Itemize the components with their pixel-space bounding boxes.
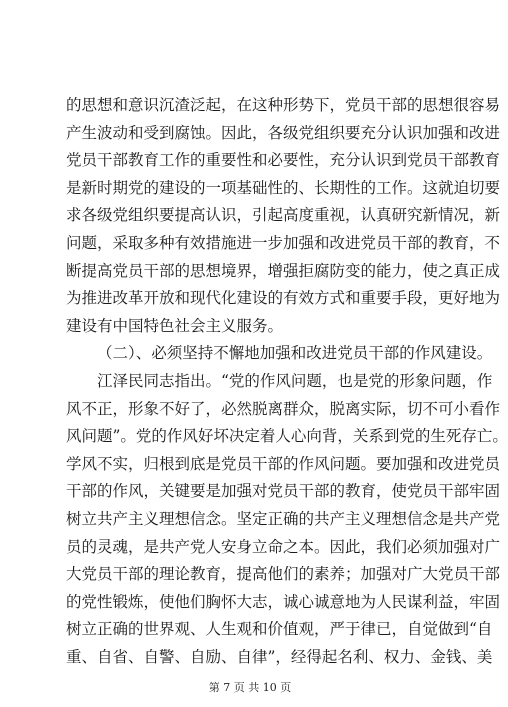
text-line: 学风不实，归根到底是党员干部的作风问题。要加强和改进党员: [66, 454, 501, 473]
text-line: 为推进改革开放和现代化建设的有效方式和重要手段，更好地为: [66, 289, 501, 308]
text-line: 是新时期党的建设的一项基础性的、长期性的工作。这就迫切要: [66, 178, 501, 197]
text-line: 求各级党组织要提高认识，引起高度重视，认真研究新情况，新: [66, 206, 501, 225]
body-text: [66, 92, 508, 671]
text-line: 树立正确的世界观、人生观和价值观，严于律已，自觉做到“自: [66, 620, 493, 639]
text-line: 干部的作风，关键要是加强对党员干部的教育，使党员干部牢固: [66, 482, 501, 501]
text-line: 员的灵魂，是共产党人安身立命之本。因此，我们必须加强对广: [66, 537, 501, 556]
text-line: 重、自省、自警、自励、自律”，经得起名利、权力、金钱、美: [66, 647, 493, 666]
text-line: 党员干部教育工作的重要性和必要性，充分认识到党员干部教育: [66, 151, 501, 170]
text-line: 的党性锻炼，使他们胸怀大志，诚心诚意地为人民谋利益，牢固: [66, 592, 501, 611]
text-line: 风问题”。党的作风好坏决定着人心向背，关系到党的生死存亡。: [66, 427, 508, 446]
paragraph-end-line: 建设有中国特色社会主义服务。: [66, 316, 284, 335]
text-line: 断提高党员干部的思想境界，增强拒腐防变的能力，使之真正成: [66, 261, 501, 280]
section-heading: （二）、必须坚持不懈地加强和改进党员干部的作风建设。: [97, 344, 493, 363]
text-line: 的思想和意识沉渣泛起，在这种形势下，党员干部的思想很容易: [66, 96, 501, 114]
text-line: 树立共产主义理想信念。坚定正确的共产主义理想信念是共产党: [66, 509, 501, 528]
text-line: 风不正，形象不好了，必然脱离群众，脱离实际，切不可小看作: [66, 399, 501, 418]
text-line: 江泽民同志指出。“党的作风问题，也是党的形象问题，作: [97, 371, 493, 390]
text-line: 产生波动和受到腐蚀。因此，各级党组织要充分认识加强和改进: [66, 123, 501, 142]
text-line: 大党员干部的理论教育，提高他们的素养；加强对广大党员干部: [66, 565, 501, 584]
page-number-footer: 第 7 页 共 10 页: [208, 681, 292, 694]
text-line: 问题，采取多种有效措施进一步加强和改进党员干部的教育，不: [66, 233, 501, 252]
